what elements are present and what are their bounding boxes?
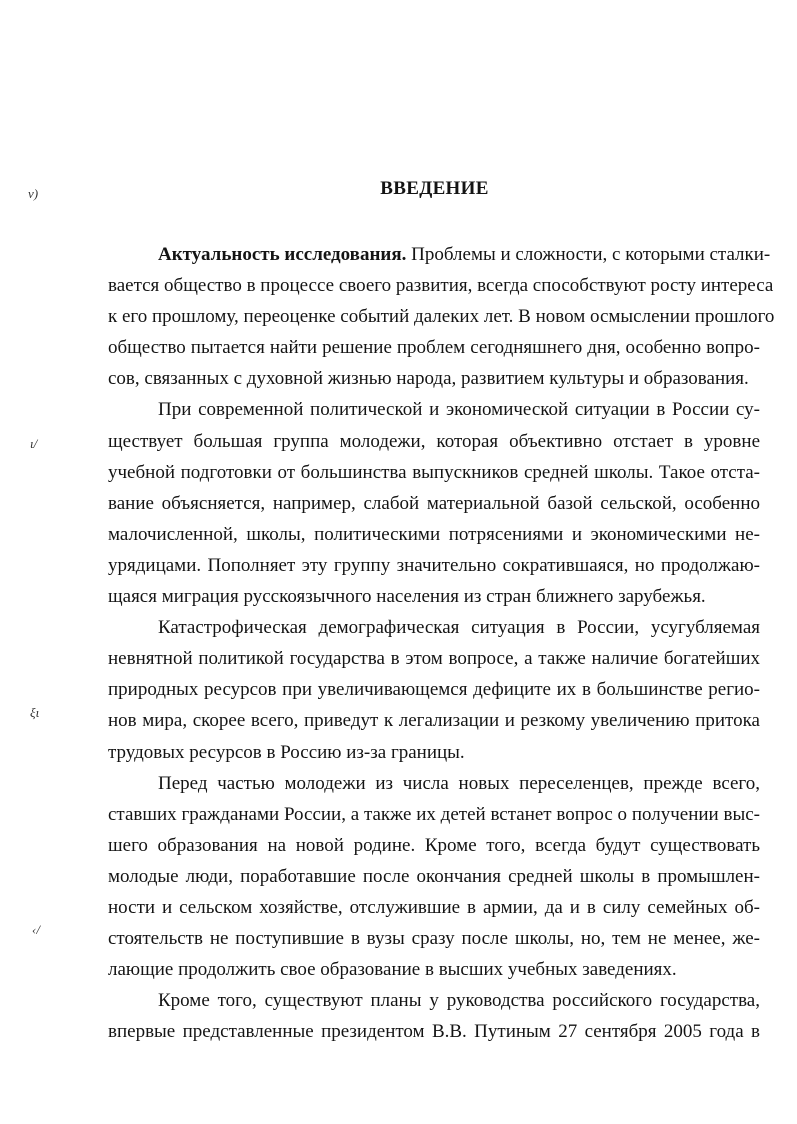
paragraph-line: При современной политической и экономической ситуации в России су-: [158, 399, 760, 421]
margin-mark: ν): [28, 186, 39, 201]
paragraph-line: сов, связанных с духовной жизнью народа, развитием культуры и образования.: [108, 368, 749, 390]
margin-mark: ξι: [30, 705, 40, 720]
paragraph-line: малочисленной, школы, политическими потрясениями и экономическими не-: [108, 523, 760, 545]
paragraph-line: ставших гражданами России, а также их детей встанет вопрос о получении выс-: [108, 803, 760, 825]
paragraph-line: природных ресурсов при увеличивающемся дефиците их в большинстве регио-: [108, 679, 760, 701]
paragraph-line: нов мира, скорее всего, приведут к легализации и резкому увеличению притока: [108, 710, 760, 732]
paragraph-line: молодые люди, поработавшие после окончания средней школы в промышлен-: [108, 865, 760, 887]
paragraph-line: Актуальность исследования. Проблемы и сложности, с которыми сталки-: [158, 244, 771, 265]
paragraph-line: Катастрофическая демографическая ситуация в России, усугубляемая: [158, 617, 760, 639]
paragraph-line: ществует большая группа молодежи, которая объективно отстает в уровне: [108, 430, 760, 452]
margin-mark: ‹/: [32, 922, 40, 937]
paragraph-line: учебной подготовки от большинства выпускников средней школы. Такое отста-: [108, 461, 760, 483]
paragraph-line: впервые представленные президентом В.В. Путиным 27 сентября 2005 года в: [108, 1021, 760, 1043]
paragraph-line: невнятной политикой государства в этом вопросе, а также наличие богатейших: [108, 648, 760, 670]
paragraph-line: щаяся миграция русскоязычного населения из стран ближнего зарубежья.: [108, 586, 706, 608]
paragraph-line: урядицами. Пополняет эту группу значительно сократившаяся, но продолжаю-: [108, 554, 760, 576]
paragraph-line: стоятельств не поступившие в вузы сразу после школы, но, тем не менее, же-: [108, 928, 760, 950]
body-text: [108, 239, 775, 1047]
paragraph-line: вается общество в процессе своего развития, всегда способствуют росту интереса: [108, 275, 774, 297]
paragraph-line: общество пытается найти решение проблем сегодняшнего дня, особенно вопро-: [108, 337, 760, 359]
section-heading: ВВЕДЕНИЕ: [380, 178, 489, 199]
paragraph-line: трудовых ресурсов в Россию из-за границы.: [108, 741, 465, 763]
margin-mark: ι/: [30, 436, 38, 451]
paragraph-line: ности и сельском хозяйстве, отслужившие в армии, да и в силу семейных об-: [108, 896, 760, 918]
paragraph-line: шего образования на новой родине. Кроме того, всегда будут существовать: [108, 834, 760, 856]
paragraph-line: лающие продолжить свое образование в высших учебных заведениях.: [108, 959, 677, 981]
paragraph-line: вание объясняется, например, слабой материальной базой сельской, особенно: [108, 492, 760, 514]
paragraph-line: Перед частью молодежи из числа новых переселенцев, прежде всего,: [158, 772, 760, 794]
paragraph-lead: Актуальность исследования.: [158, 244, 407, 265]
paragraph-line: к его прошлому, переоценке событий далеких лет. В новом осмыслении прошлого: [108, 306, 775, 328]
paragraph-line: Кроме того, существуют планы у руководства российского государства,: [158, 990, 760, 1012]
